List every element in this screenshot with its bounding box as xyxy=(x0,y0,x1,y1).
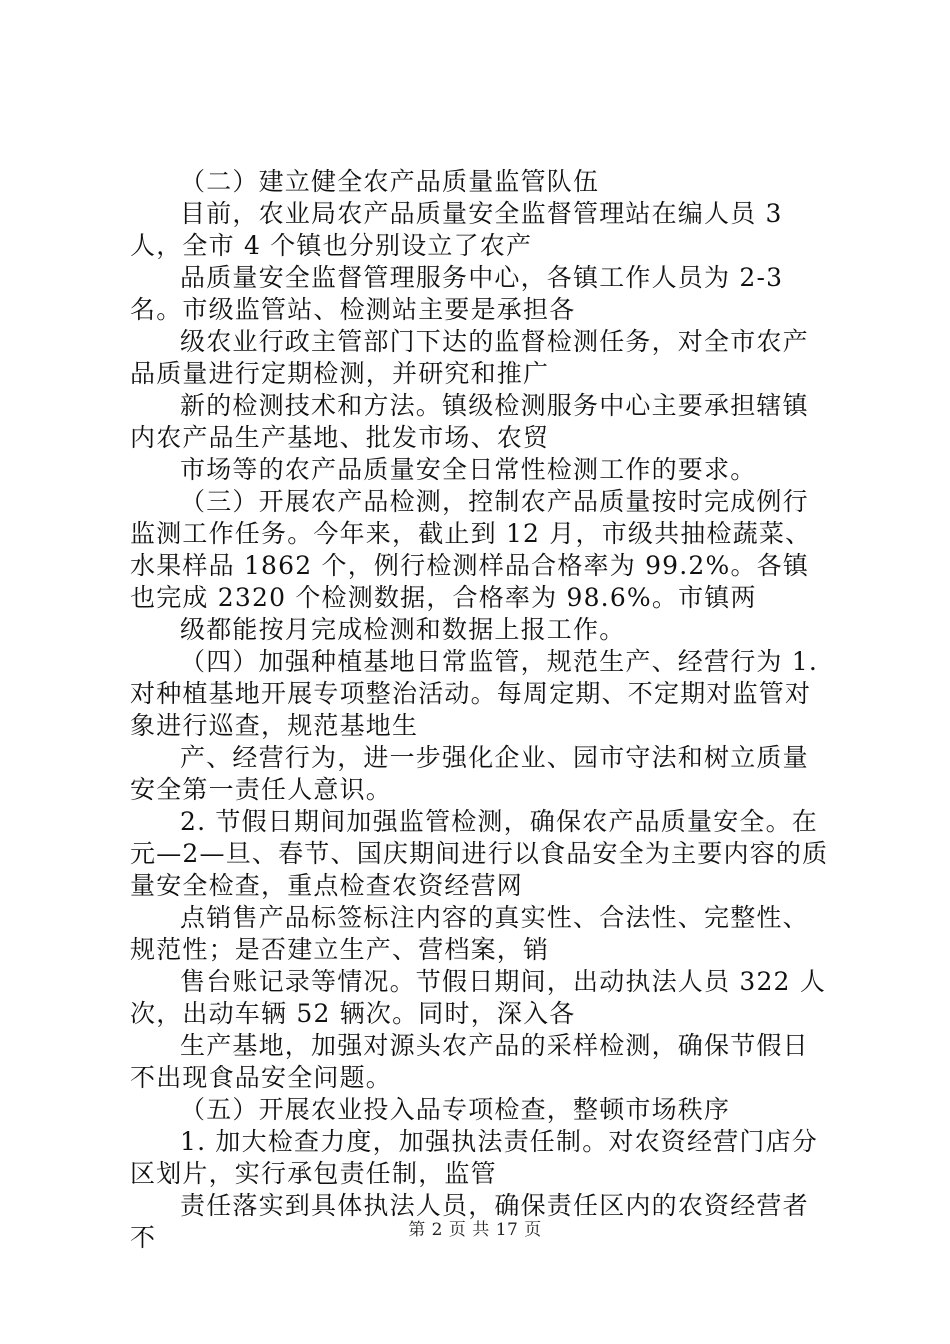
document-body xyxy=(130,166,830,1254)
paragraph: 产、经营行为，进一步强化企业、园市守法和树立质量安全第一责任人意识。 xyxy=(130,743,809,804)
paragraph-heading-3: （三）开展农产品检测，控制农产品质量按时完成例行监测工作任务。今年来，截止到 12 月，市级共抽检蔬菜、水果样品 1862 个，例行检测样品合格率为 99.2%。各镇也完成 2320 个检测数据，合格率为 98.6%。市镇两 xyxy=(130,487,812,612)
paragraph: 市场等的农产品质量安全日常性检测工作的要求。 xyxy=(180,455,757,484)
paragraph: 新的检测技术和方法。镇级检测服务中心主要承担辖镇内农产品生产基地、批发市场、农贸 xyxy=(130,391,809,452)
paragraph: 品质量安全监督管理服务中心，各镇工作人员为 2-3 名。市级监管站、检测站主要是承担各 xyxy=(130,263,784,324)
paragraph: 目前，农业局农产品质量安全监督管理站在编人员 3 人，全市 4 个镇也分别设立了农产 xyxy=(130,199,783,260)
paragraph: 级农业行政主管部门下达的监督检测任务，对全市农产品质量进行定期检测，并研究和推广 xyxy=(130,327,809,388)
paragraph: 点销售产品标签标注内容的真实性、合法性、完整性、规范性；是否建立生产、营档案，销 xyxy=(130,903,809,964)
paragraph: 2. 节假日期间加强监管检测，确保农产品质量安全。在元—2—旦、春节、国庆期间进行以食品安全为主要内容的质量安全检查，重点检查农资经营网 xyxy=(130,807,829,900)
paragraph-heading-5: （五）开展农业投入品专项检查，整顿市场秩序 xyxy=(180,1095,731,1124)
paragraph: 1. 加大检查力度，加强执法责任制。对农资经营门店分区划片，实行承包责任制，监管 xyxy=(130,1127,819,1188)
paragraph: 生产基地，加强对源头农产品的采样检测，确保节假日不出现食品安全问题。 xyxy=(130,1031,809,1092)
page-number-footer: 第 2 页 共 17 页 xyxy=(408,1220,542,1240)
paragraph-heading-2: （二）建立健全农产品质量监管队伍 xyxy=(180,167,600,196)
paragraph: 级都能按月完成检测和数据上报工作。 xyxy=(180,615,626,644)
paragraph: 责任落实到具体执法人员，确保责任区内的农资经营者不 xyxy=(130,1191,809,1252)
paragraph: 售台账记录等情况。节假日期间，出动执法人员 322 人次，出动车辆 52 辆次。同时，深入各 xyxy=(130,967,827,1028)
paragraph-heading-4: （四）加强种植基地日常监管，规范生产、经营行为 1. 对种植基地开展专项整治活动。每周定期、不定期对监管对象进行巡查，规范基地生 xyxy=(130,647,819,740)
